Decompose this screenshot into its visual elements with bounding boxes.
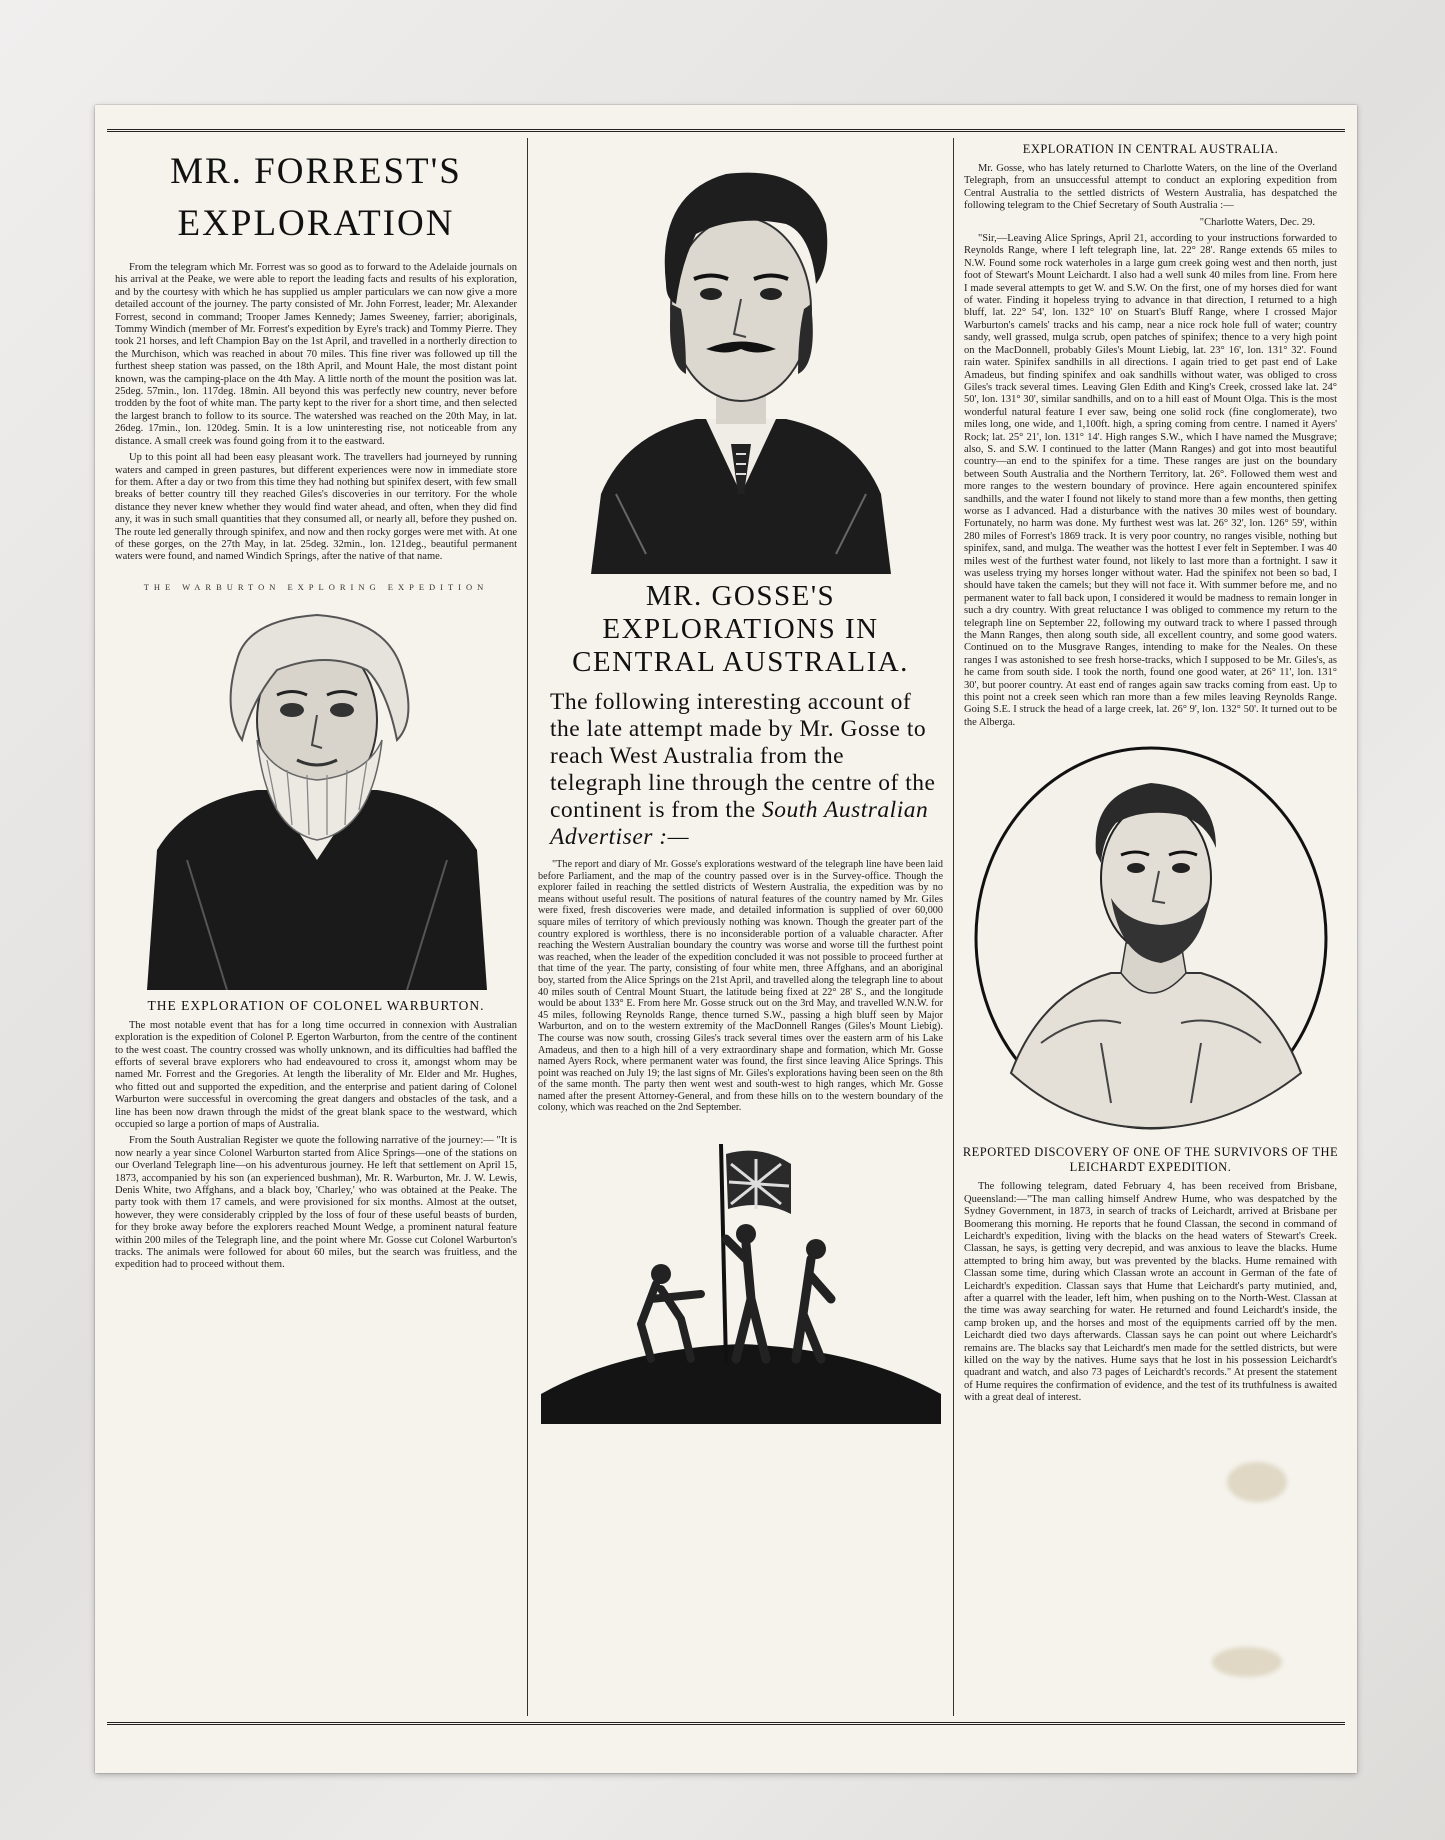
column-rule xyxy=(527,138,528,1716)
column-rule xyxy=(953,138,954,1716)
central-australia-heading: EXPLORATION IN CENTRAL AUSTRALIA. xyxy=(1022,142,1279,156)
center-column xyxy=(530,132,951,1722)
dateline: "Charlotte Waters, Dec. 29. xyxy=(1199,216,1315,228)
gosse-intro-text: The following interesting account of the late attempt made by Mr. Gosse to reach West Australia from the telegraph line through the centre of the continent is from the xyxy=(550,689,936,823)
gosse-headline: MR. GOSSE'S EXPLORATIONS IN CENTRAL AUSTRALIA. xyxy=(572,580,909,678)
warburton-paragraph: The most notable event that has for a long time occurred in connexion with Australian exploration is the expedition of Colonel P. Egerton Warburton, from the centre of the continent to the west coast. The country crossed was wholly unknown, and its difficulties had baffled the efforts of several brave explorers who had endeavoured to cross it, amongst whom may be named Mr. Forrest and the Gregories. At length the liberality of Mr. Elder and Mr. Hughes, who fitted out and supported the expedition, and the enterprise and patient daring of Colonel Warburton were successful in overcoming the great dangers and obstacles of the task, and a line has been now drawn through the midst of the great blank space to the westward, which occupied so large a portion of maps of Australia. xyxy=(115,1019,517,1130)
warburton-heading: THE EXPLORATION OF COLONEL WARBURTON. xyxy=(147,997,485,1013)
forrest-headline xyxy=(107,146,525,250)
telegram-paragraph: "Sir,—Leaving Alice Springs, April 21, according to your instructions forwarded to Reynolds Range, where I left telegraph line, lat. 22° 28'. Range extends 65 miles to N.W. Found some rock waterholes in a large gum creek going west and then north, just foot of Stewart's Mount Leichardt. I also had a well sunk 40 miles from line. From here I made several attempts to get W. and S.W. On the first, one of my horses died for want of water. Finding it hopeless trying to advance in that direction, I returned to a high bluff, lat. 22° 54', lon. 132° 10' on Stuart's Bluff Range, where I crossed Major Warburton's camels' tracks and his camp, near a nice rock hole full of water; country sandy, well grassed, mulga scrub, open patches of spinifex; thence to a very high point on the MacDonnell, probably Giles's Mount Liebig, lat. 23° 16', lon. 131° 32'. Found rain water. Spinifex sandhills in all directions. I again tried to get past end of Lake Amadeus, but finding spinifex and oak sandhills without water, was obliged to cross Giles's track several times. Leaving Glen Edith and King's Creek, crossed lake lat. 24° 50', lon. 131° 30', similar sandhills, and on to a hill east of Mount Olga. This is the most wonderful natural feature I ever saw, being one solid rock (fine conglomerate), two miles long, one wide, and 1,100ft. high, a spring coming from centre. I named it Ayers' Rock; lat. 25° 21', lon. 131° 14'. High ranges S.W., which I have named the Musgrave; also, S. and S.W. I continued to the latter (Mann Ranges) and got into most beautiful country—an end to the spinifex for a time. These ranges are just on the boundary between South Australia and the Northern Territory, lat. 26°. Followed them west and more ranges to the western boundary of province. Here again encountered spinifex sandhills, and the water I found not likely to stand more than a few months, then getting worse as I advanced. Had a disturbance with the natives 30 miles west of boundary. Fortunately, no harm was done. My furthest west was lat. 26° 32', lon. 126° 59', within 280 miles of Forrest's 1869 track. It is very poor country, no ranges visible, nothing but spinifex, sand, and mulga. The weather was the hottest I ever felt in September. I was 40 miles west of the furthest water found, not likely to last more than a fortnight. I saw it was useless trying my horses longer without water. Had the spinifex not been so bad, I should have taken the camels; but they will not face it. With summer before me, and no permanent water to fall back upon, I considered it would be madness to remain longer in such a dry country. With great reluctance I was obliged to commence my return to the telegraph line on September 22, following my outward track to where I passed through the Mann Ranges, then along south side, all excellent country, and some good waters. Continued on to the Musgrave Ranges, intending to make for the Neales. On these ranges I was astonished to see fresh horse-tracks, which I supposed to be Mr. Giles's, as he came from south side. I took the north, found one good water, at 26° 11', lon. 131° 30', but poorer country. At east end of ranges again saw tracks coming from east. Up to this point not a creek seen which ran more than a few miles leaving Reynolds Range. Going S.E. I struck the head of a large creek, lat. 26° 9', lon. 132° 50'. It turned out to be the Alberga. xyxy=(964,233,1337,728)
flag-raising-illustration xyxy=(541,1124,941,1424)
warburton-portrait xyxy=(127,600,505,990)
age-stain xyxy=(1212,1647,1282,1677)
central-australia-paragraph: Mr. Gosse, who has lately returned to Charlotte Waters, on the line of the Overland Telegraph, from an unsuccessful attempt to conduct an exploring expedition from Central Australia to the settled districts of Western Australia, has despatched the following telegram to the Chief Secretary of South Australia :— xyxy=(964,163,1337,212)
gosse-report-paragraph: "The report and diary of Mr. Gosse's explorations westward of the telegraph line have been laid before Parliament, and the map of the country passed over is in the Survey-office. Though the explorer failed in reaching the settled districts of Western Australia, the expedition was by no means without useful result. The positions of natural features of the country named by Mr. Giles were fixed, fresh discoveries were made, and detailed information is supplied of over 60,000 square miles of territory of which previously nothing was known. Though the greater part of the country explored is worthless, there is no inconsiderable portion of a valuable character. After reaching the Western Australian boundary the country was worse and worse till the furthest point was reached, when the leader of the expedition concluded it was not possible to proceed further at that time of the year. The party, consisting of four white men, three Affghans, and an aboriginal boy, started from the Alice Springs on the 21st April, and travelled along the telegraph line to about 40 miles south of Central Mount Stuart, the latitude being fixed at 22° 28' S., and the longitude would be about 133° E. From here Mr. Gosse struck out on the 3rd May, and travelled W.N.W. for 45 miles, following Reynolds Range, thence turned S.W., passing a high bluff seen by Major Warburton, and on to the western extremity of the MacDonnell Ranges (Giles's Mount Liebig). The course was now south, crossing Giles's track several times over the eastern arm of his Lake Amadeus, and then to a high hill of a very extraordinary shape and formation, which Mr. Gosse named Ayers Rock, where permanent water was found, the first since leaving Alice Springs. This point was reached on July 19; the last signs of Mr. Giles's explorations having been seen on the 8th of the same month. The party then went west and south-west to high ranges, which Mr. Gosse named after the present Attorney-General, and from these hills on to the western boundary of the colony, which was reached on the 2nd September. xyxy=(538,859,943,1114)
book-back-cover xyxy=(95,105,1357,1773)
left-column xyxy=(107,132,525,1722)
leichardt-portrait xyxy=(971,743,1331,1133)
gosse-intro xyxy=(550,689,941,851)
forrest-paragraph: Up to this point all had been easy pleasant work. The travellers had journeyed by running waters and camped in green pastures, but different experiences were now in immediate store for them. After a day or two from this time they had nothing but spinifex desert, with few small breaks of better country till they reached Giles's discoveries in our territory. For the whole distance they never knew whether they would find water ahead, and often, when they did find any, it was in such small quantities that they consumed all, or nearly all, before they pushed on. The route led generally through spinifex, and now and then rocky gorges were met with. At one of these gorges, on the 27th May, in lat. 25deg. 32min., lon. 121deg., beautiful permanent waters were found, and named Windich Springs, after the native of that name. xyxy=(115,452,517,563)
forrest-headline-line1: MR. FORREST'S xyxy=(170,151,462,192)
warburton-paragraph: From the South Australian Register we quote the following narrative of the journey:— "It is now nearly a year since Colonel Warburton started from Alice Springs—one of the stations on our Overland Telegraph line—on his adventurous journey. He left that settlement on April 15, 1873, accompanied by his son (an experienced bushman), Mr. R. Warburton, Mr. J. W. Lewis, Denis White, two Affghans, and a black boy, 'Charley,' who was obtained at the Peake. The party took with them 17 camels, and were provisioned for six months. Almost at the outset, however, they were considerably crippled by the loss of four of these useful beasts of burden, for they broke away before the explorers reached Mount Wedge, a prominent natural feature within 200 miles of the Telegraph line, and the point where Mr. Gosse cut Colonel Warburton's tracks. The animals were followed for about 60 miles, but the search was fruitless, and the expedition had to proceed without them. xyxy=(115,1135,517,1271)
warburton-caption: THE WARBURTON EXPLORING EXPEDITION xyxy=(143,581,489,592)
age-stain xyxy=(1227,1462,1287,1502)
forrest-headline-line2: EXPLORATION xyxy=(177,203,455,244)
gosse-portrait xyxy=(586,134,896,574)
gosse-intro-source: South Australian Advertiser :— xyxy=(550,797,929,850)
forrest-paragraph: From the telegram which Mr. Forrest was so good as to forward to the Adelaide journals on his arrival at the Peake, we were able to report the leading facts and results of his exploration, and by the courtesy with which he has supplied us ampler particulars we can now give a more detailed account of the journey. The party consisted of Mr. John Forrest, leader; Mr. Alexander Forrest, second in command; Trooper James Kennedy; James Sweeney, farrier; aboriginals, Tommy Windich (member of Mr. Forrest's expedition by Eyre's track) and Tommy Pierre. They took 21 horses, and left Champion Bay on the 1st April, and travelled in a northerly direction to the Murchison, which was reached in about 70 miles. This fine river was followed up till the furthest sheep station was passed, on the 18th April, and Mount Hale, the most distant point known, was the camping-place on the 4th May. A little north of the mount the position was lat. 25deg. 57min., lon. 117deg. 18min. All beyond this was perfectly new country, never before trodden by the foot of white man. The party kept to the river for a short time, and then selected the largest branch to follow to its source. The watershed was reached on the 20th May, in lat. 26deg. 17min., lon. 120deg. 5min. It is a low uninteresting rise, not noticeable from any distance. A small creek was found going from it to the eastward. xyxy=(115,262,517,447)
newspaper-page xyxy=(107,129,1345,1725)
leichardt-heading: REPORTED DISCOVERY OF ONE OF THE SURVIVORS OF THE LEICHARDT EXPEDITION. xyxy=(962,1145,1339,1175)
leichardt-paragraph: The following telegram, dated February 4, has been received from Brisbane, Queensland:—"The man calling himself Andrew Hume, who was despatched by the Sydney Government, in 1873, in search of tracks of Leichardt, arrived at Brisbane per Boomerang this morning. He reports that he found Classan, the second in command of Leichardt's expedition, living with the blacks on the head waters of Stewart's Creek. Classan, he says, is getting very decrepid, and was anxious to leave the blacks. Hume attempted to bring him away, but was prevented by the blacks. Hume remained with Classan some time, during which Classan wrote an account in German of the fate of Leichardt's expedition. Classan says that Hume that Leichardt's party mutinied, and, after a quarrel with the leader, left him, when pushing on to the North-West. Classan at the time was away searching for water. He returned and found Leichardt's inside, the camp broken up, and the horses and most of the equipments carried off by the men. Leichardt died two days afterwards. Classan says he can point out where Leichardt's remains are. The blacks say that Leichardt's men made for the settled districts, but were killed on the way by the natives. Hume says that he lost in his possession Leichardt's quadrant and watch, and also 73 pages of Leichardt's records." At present the statement of Hume requires the confirmation of evidence, and the test of its truthfulness is awaited with a great deal of interest. xyxy=(964,1181,1337,1404)
